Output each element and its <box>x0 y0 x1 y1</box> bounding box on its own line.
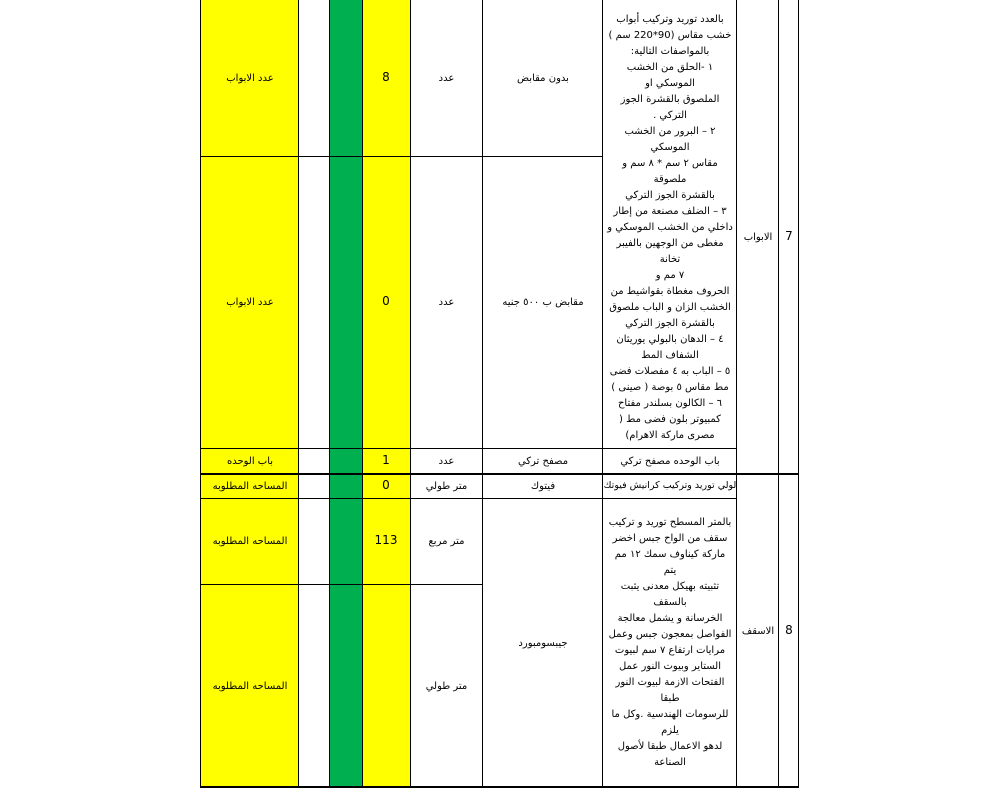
unit-cell: عدد <box>438 455 455 467</box>
description-line: الفواصل بمعجون جبس وعمل <box>608 629 732 640</box>
qty-cell: 0 <box>382 294 390 309</box>
description-line: بالمتر المسطح توريد و تركيب <box>608 517 732 528</box>
unit-cell: عدد <box>438 72 455 84</box>
unit-cell: متر مربع <box>428 535 465 547</box>
type-cell: بدون مقابض <box>517 72 569 84</box>
measure-cell: باب الوحده <box>226 455 274 467</box>
desc-cell: لولي توريد وتركيب كرانيش فيوتك <box>603 479 737 491</box>
description-line: ٤ – الدهان بالبولي يوريثان <box>616 334 724 345</box>
description-line: ٣ – الضلف مصنعة من إطار <box>613 206 727 217</box>
grid-line <box>482 0 483 788</box>
description-line: مصرى ماركة الاهرام) <box>625 430 715 441</box>
description-line: لدهو الاعمال طبقا لأصول <box>617 741 723 752</box>
description-line: ٥ – الباب به ٤ مفصلات فضى <box>609 366 731 377</box>
description-line: ماركة كيناوف سمك ١٢ مم يتم <box>614 549 726 576</box>
item8-name: الاسقف <box>741 625 775 637</box>
description-line: بالقشرة الجوز التركي <box>625 318 715 329</box>
qty-cell: 1 <box>382 453 390 468</box>
grid-line <box>778 0 779 788</box>
qty-cell: 0 <box>382 478 390 493</box>
description-line: ١ -الحلق من الخشب الموسكي او <box>626 62 714 89</box>
description-line: ٧ مم و <box>655 270 685 281</box>
item8-description <box>603 498 737 788</box>
description-line: الخرسانة و يشمل معالجة <box>617 613 723 624</box>
grid-line <box>200 473 799 475</box>
desc-cell: باب الوحده مصفح تركي <box>620 455 720 467</box>
description-line: الصناعة <box>654 757 686 768</box>
description-line: سقف من الواح جبس اخضر <box>612 533 728 544</box>
grid-line <box>736 0 737 788</box>
measure-cell: المساحه المطلوبه <box>212 480 288 492</box>
description-line: الخشب الزان و الباب ملصوق <box>609 302 731 313</box>
qty-cell: 8 <box>382 70 390 85</box>
unit-cell: متر طولي <box>425 480 468 492</box>
description-line: مغطى من الوجهين بالفيبر تخانة <box>616 238 724 265</box>
item7-number: 7 <box>785 229 793 244</box>
grid-line <box>200 448 736 449</box>
grid-line <box>200 0 201 788</box>
description-line: خشب مقاس (90*220 سم ) <box>608 30 732 41</box>
description-line: مقاس ٢ سم * ٨ سم و ملصوقة <box>622 158 718 185</box>
item7-description <box>603 0 737 448</box>
grid-line <box>200 498 736 499</box>
description-line: الشفاف المط <box>641 350 699 361</box>
description-line: بالمواصفات التالية: <box>630 46 710 57</box>
measure-cell: المساحه المطلوبه <box>212 535 288 547</box>
grid-line <box>200 156 602 157</box>
description-line: مط مقاس ٥ بوصة ( صينى ) <box>611 382 729 393</box>
type-cell: مقابض ب ٥٠٠ جنيه <box>502 296 584 308</box>
grid-line <box>410 0 411 788</box>
item7-name: الابواب <box>743 231 773 243</box>
type-cell: فيتوك <box>530 480 556 492</box>
description-line: الملصوق بالقشرة الجوز التركي . <box>620 94 720 121</box>
qty-cell <box>362 584 410 788</box>
measure-cell: المساحه المطلوبه <box>212 680 288 692</box>
unit-cell: عدد <box>438 296 455 308</box>
description-line: كمبيوتر بلون فضى مط ( <box>619 414 721 425</box>
type-cell: جيبسومبورد <box>518 637 568 649</box>
description-line: مرايات ارتفاع ٧ سم لبيوت <box>614 645 726 656</box>
description-line: الستاير وبيوت النور عمل <box>618 661 722 672</box>
description-line: بالعدد توريد وتركيب أبواب <box>616 14 724 25</box>
grid-line <box>602 0 603 788</box>
description-line: داخلي من الخشب الموسكي و <box>607 222 733 233</box>
description-line: للرسومات الهندسية .وكل ما يلزم <box>611 709 729 736</box>
measure-cell: عدد الابواب <box>226 296 274 308</box>
grid-line <box>362 0 363 788</box>
measure-cell: عدد الابواب <box>226 72 274 84</box>
grid-line <box>200 584 483 585</box>
qty-cell: 113 <box>374 533 398 548</box>
grid-line <box>298 0 299 788</box>
description-line: ٢ – البرور من الخشب الموسكي <box>624 126 716 153</box>
grid-line <box>798 0 799 788</box>
description-line: تثبيته بهيكل معدنى يثبت بالسقف <box>620 581 720 608</box>
type-cell: مصفح تركي <box>517 455 569 467</box>
description-line: الفتحات الازمة لبيوت النور طبقا <box>615 677 725 704</box>
description-line: ٦ – الكالون بسلندر مفتاح <box>617 398 723 409</box>
description-line: بالقشرة الجوز التركي <box>625 190 715 201</box>
description-line: الحروف مغطاة بقواشيط من <box>610 286 730 297</box>
unit-cell: متر طولي <box>425 680 468 692</box>
grid-line <box>329 0 330 788</box>
item8-number: 8 <box>785 623 793 638</box>
